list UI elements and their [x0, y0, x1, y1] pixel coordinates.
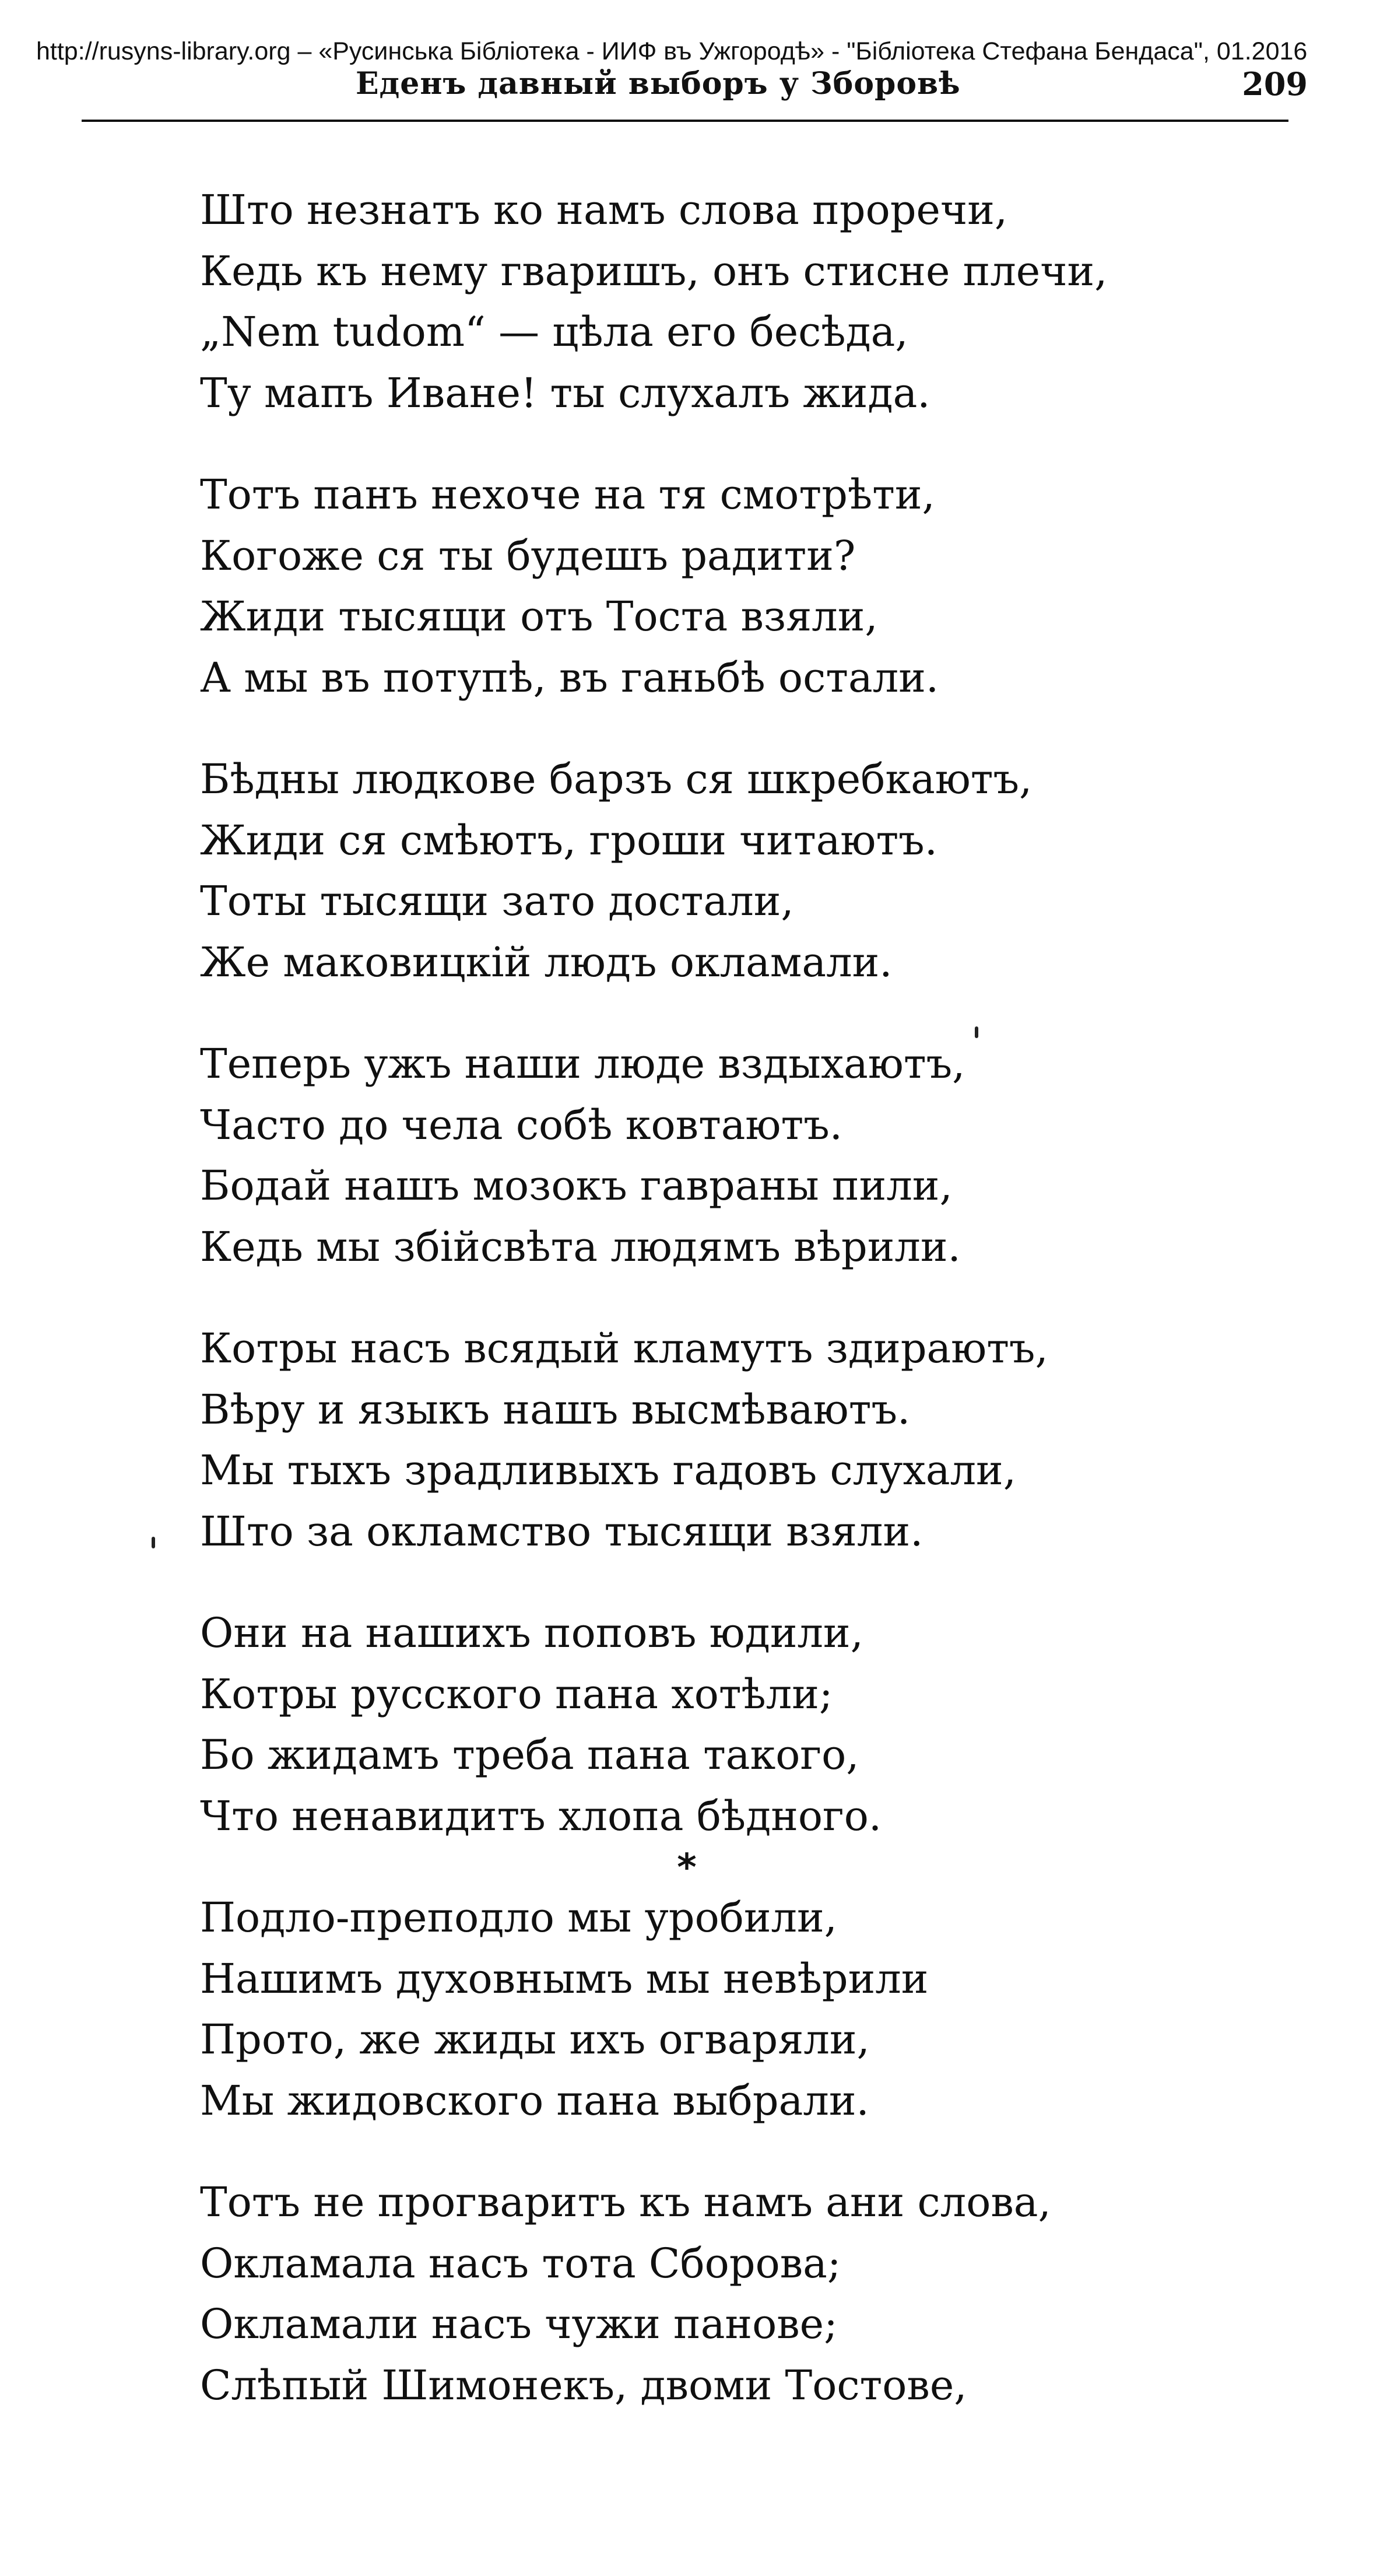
- stanza-8: [200, 2172, 1308, 2416]
- poem-line: Жиди ся смѣютъ, гроши читаютъ.: [200, 816, 937, 864]
- stanza-3: [200, 749, 1308, 993]
- poem-line: Тоты тысящи зато достали,: [200, 877, 794, 925]
- stanza-4: [200, 1033, 1308, 1277]
- poem-line: Кедь къ нему гваришъ, онъ стисне плечи,: [200, 247, 1108, 295]
- print-speck: [975, 1026, 978, 1038]
- poem-line: Ту мапъ Иване! ты слухалъ жида.: [200, 369, 930, 417]
- poem-line: Котры русского пана хотѣли;: [200, 1670, 833, 1718]
- stanza-1: [200, 180, 1308, 423]
- page-number: 209: [1242, 65, 1308, 103]
- poem-line: Когоже ся ты будешъ радити?: [200, 531, 856, 580]
- section-separator-asterisk: *: [677, 1846, 697, 1890]
- source-url-line: http://rusyns-library.org – «Русинська Бібліотека - ИИФ въ Ужгородѣ» - "Бібліотека Стефана Бендаса", 01.2016: [36, 37, 1308, 65]
- poem-line: Бѣдны людкове барзъ ся шкребкаютъ,: [200, 755, 1033, 803]
- poem-line: Же маковицкій людъ окламали.: [200, 938, 893, 986]
- poem-line: Часто до чела собѣ ковтаютъ.: [200, 1101, 842, 1149]
- stanza-7: [200, 1887, 1308, 2131]
- poem-line: Мы жидовского пана выбрали.: [200, 2076, 869, 2125]
- poem-line: Бо жидамъ треба пана такого,: [200, 1731, 859, 1779]
- poem-line: Што незнатъ ко намъ слова проречи,: [200, 186, 1008, 234]
- poem-line: Тотъ панъ нехоче на тя смотрѣти,: [200, 471, 935, 518]
- print-speck: [152, 1537, 155, 1548]
- poem-line: Они на нашихъ поповъ юдили,: [200, 1609, 863, 1657]
- poem-body: [200, 180, 1308, 2456]
- poem-line: Прото, же жиды ихъ огваряли,: [200, 2016, 870, 2063]
- stanza-6: [200, 1603, 1308, 1846]
- poem-line: Вѣру и языкъ нашъ высмѣваютъ.: [200, 1385, 911, 1434]
- poem-line: Котры насъ всядый кламутъ здираютъ,: [200, 1324, 1048, 1372]
- poem-line: Тотъ не прогваритъ къ намъ ани слова,: [200, 2178, 1051, 2226]
- poem-line: Нашимъ духовнымъ мы невѣрили: [200, 1954, 929, 2003]
- poem-line: Кедь мы збійсвѣта людямъ вѣрили.: [200, 1222, 961, 1271]
- header-rule: [82, 120, 1288, 122]
- poem-line: Слѣпый Шимонекъ, двоми Тостове,: [200, 2361, 967, 2409]
- poem-line: Окламала насъ тота Сборова;: [200, 2239, 841, 2287]
- poem-line: Бодай нашъ мозокъ гавраны пили,: [200, 1162, 953, 1210]
- poem-line: Што за окламство тысящи взяли.: [200, 1507, 923, 1555]
- poem-line: Что ненавидитъ хлопа бѣдного.: [200, 1792, 882, 1840]
- poem-line: Теперь ужъ наши люде вздыхаютъ,: [200, 1040, 965, 1088]
- poem-line: Жиди тысящи отъ Тоста взяли,: [200, 593, 878, 640]
- poem-line: Мы тыхъ зрадливыхъ гадовъ слухали,: [200, 1446, 1016, 1494]
- stanza-5: [200, 1318, 1308, 1562]
- poem-line: А мы въ потупѣ, въ ганьбѣ остали.: [200, 653, 939, 702]
- stanza-2: [200, 464, 1308, 708]
- poem-line: Подло-преподло мы уробили,: [200, 1894, 837, 1941]
- poem-line: Окламали насъ чужи панове;: [200, 2300, 838, 2348]
- running-head-title: Еденъ давный выборъ у Зборовѣ: [356, 66, 961, 101]
- poem-line: „Nem tudom“ — цѣла его бесѣда,: [200, 308, 908, 356]
